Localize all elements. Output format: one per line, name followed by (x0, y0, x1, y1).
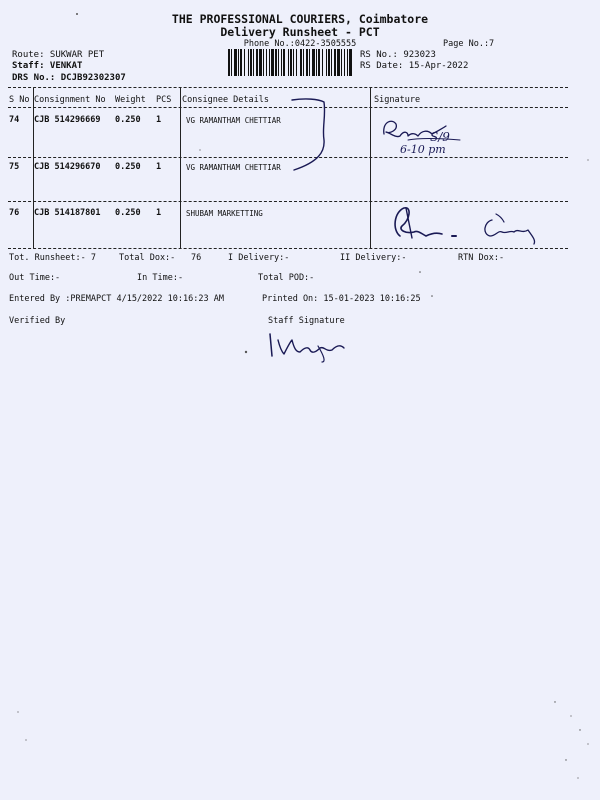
handwritten-date: S/9 (430, 130, 450, 144)
out-time: Out Time:- (9, 273, 61, 283)
row-consignee: VG RAMANTHAM CHETTIAR (186, 163, 281, 172)
ii-delivery: II Delivery:- (340, 253, 407, 263)
rtn-dox: RTN Dox:- (458, 253, 505, 263)
row-weight: 0.250 (115, 115, 141, 125)
staff: Staff: VENKAT (12, 61, 83, 71)
company-name: THE PROFESSIONAL COURIERS, Coimbatore (171, 12, 429, 26)
header-sno: S No (9, 95, 30, 105)
row-sno: 75 (9, 162, 20, 172)
total-runsheet: Tot. Runsheet:- 7 (9, 253, 96, 263)
route: Route: SUKWAR PET (12, 50, 105, 60)
row-consignment: CJB 514296669 (34, 115, 101, 125)
row-sno: 76 (9, 208, 20, 218)
total-dox-label: Total Dox:- (119, 253, 176, 263)
row-consignee: SHUBAM MARKETTING (186, 209, 263, 218)
header-pcs: PCS (156, 95, 172, 105)
header-signature: Signature (374, 95, 421, 105)
printed-on: Printed On: 15-01-2023 10:16:25 (262, 294, 421, 304)
row-pcs: 1 (156, 115, 162, 125)
row-pcs: 1 (156, 162, 162, 172)
rs-date: RS Date: 15-Apr-2022 (360, 61, 469, 71)
total-dox-value: 76 (191, 253, 202, 263)
drs-number: DRS No.: DCJB92302307 (12, 73, 126, 83)
header-consignment: Consignment No (34, 95, 106, 105)
page-number: Page No.:7 (443, 39, 495, 49)
header-weight: Weight (115, 95, 146, 105)
total-pod: Total POD:- (258, 273, 315, 283)
row-consignment: CJB 514187801 (34, 208, 101, 218)
rs-number: RS No.: 923023 (360, 50, 436, 60)
row-consignment: CJB 514296670 (34, 162, 101, 172)
row-sno: 74 (9, 115, 20, 125)
row-weight: 0.250 (115, 208, 141, 218)
verified-by: Verified By (9, 316, 66, 326)
phone-number: Phone No.:0422-3505555 (243, 39, 357, 49)
handwritten-time: 6-10 pm (400, 143, 446, 156)
row-pcs: 1 (156, 208, 162, 218)
row-weight: 0.250 (115, 162, 141, 172)
staff-signature-label: Staff Signature (268, 316, 345, 326)
entered-by: Entered By :PREMAPCT 4/15/2022 10:16:23 AM (9, 294, 224, 304)
row-consignee: VG RAMANTHAM CHETTIAR (186, 116, 281, 125)
i-delivery: I Delivery:- (228, 253, 290, 263)
in-time: In Time:- (137, 273, 184, 283)
header-consignee: Consignee Details (182, 95, 269, 105)
document-title: Delivery Runsheet - PCT (220, 25, 380, 39)
